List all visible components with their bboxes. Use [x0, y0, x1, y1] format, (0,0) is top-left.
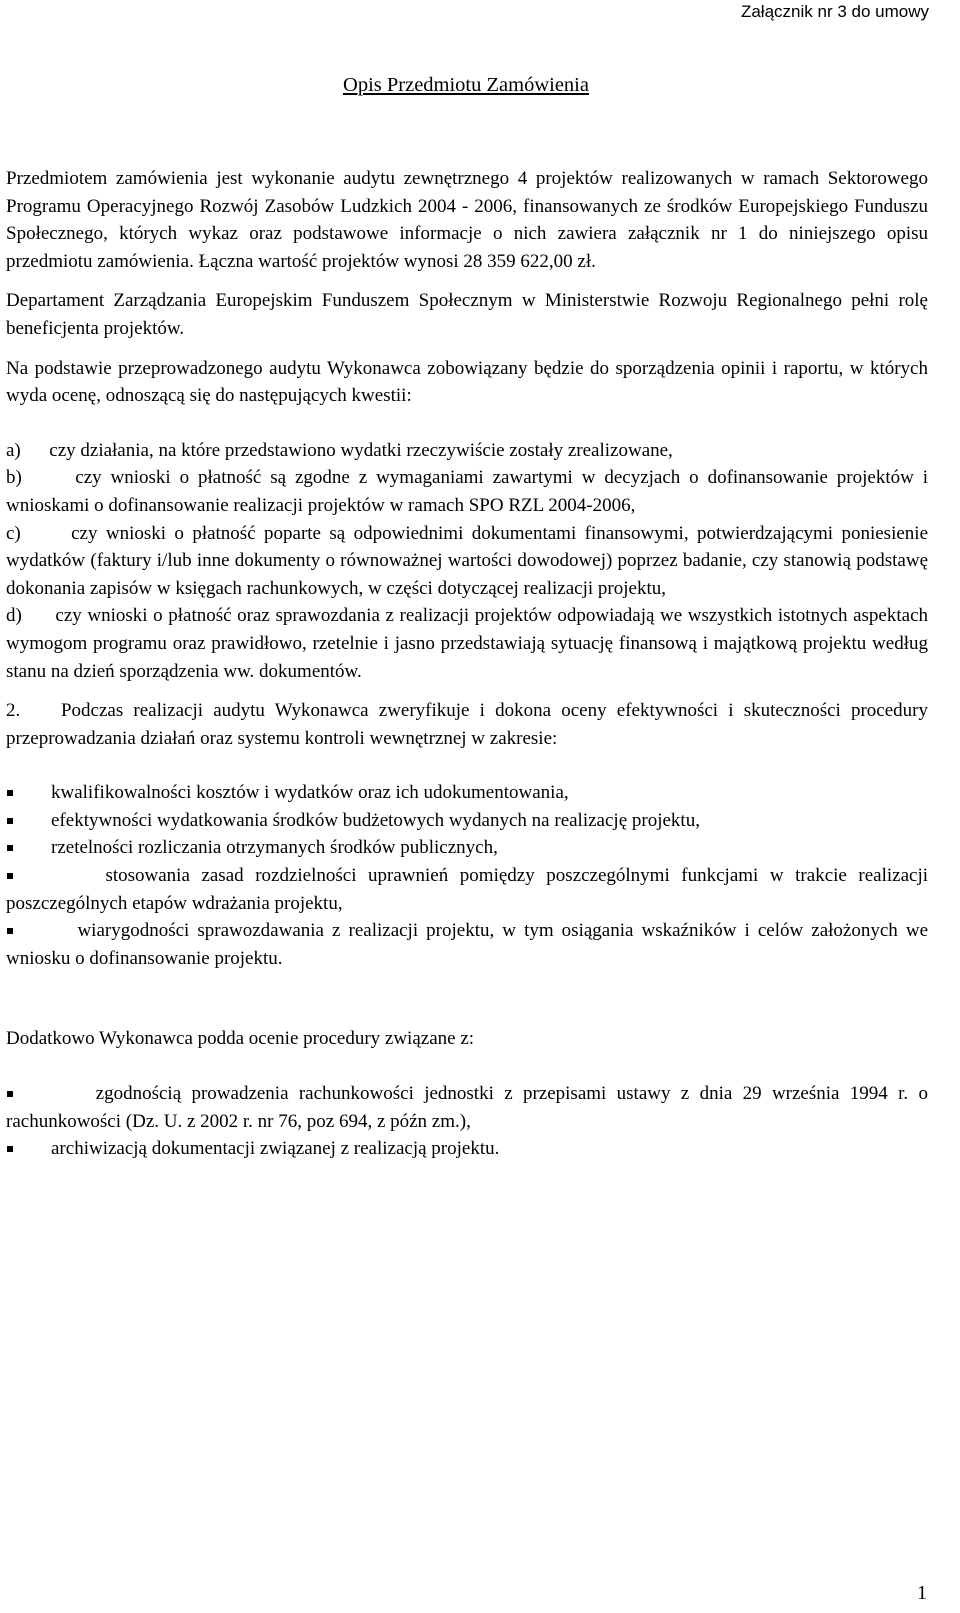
question-b	[6, 464, 928, 519]
additional-paragraph: Dodatkowo Wykonawca podda ocenie procedury związane z:	[6, 1028, 475, 1050]
point-2-paragraph	[6, 697, 928, 752]
square-bullet-icon	[7, 790, 13, 796]
additional-item-text: archiwizacją dokumentacji związanej z realizacją projektu.	[51, 1138, 500, 1160]
scope-item	[6, 862, 928, 917]
scope-item-text: rzetelności rozliczania otrzymanych środków publicznych,	[51, 837, 498, 859]
scope-item-text: wiarygodności sprawozdawania z realizacji projektu, w tym osiągania wskaźników i celów założonych we wniosku o dofinansowanie projektu.	[6, 920, 928, 969]
additional-list	[6, 1080, 928, 1163]
question-text: czy wnioski o płatność oraz sprawozdania z realizacji projektów odpowiadają we wszystkich istotnych aspektach wymogom programu oraz prawidłowo, rzetelnie i jasno przedstawiają sytuację finansową i majątkową projektu według stanu na dzień sporządzenia ww. dokumentów.	[6, 605, 929, 682]
scope-item	[6, 834, 928, 862]
square-bullet-icon	[7, 818, 13, 824]
question-c	[6, 520, 928, 603]
scope-item-text: kwalifikowalności kosztów i wydatków oraz ich udokumentowania,	[51, 782, 569, 804]
question-text: czy działania, na które przedstawiono wydatki rzeczywiście zostały zrealizowane,	[49, 439, 673, 461]
document-title: Opis Przedmiotu Zamówienia	[343, 74, 589, 96]
scope-item	[6, 807, 928, 835]
additional-item	[6, 1135, 928, 1163]
question-marker: d)	[6, 605, 22, 627]
square-bullet-icon	[7, 845, 13, 851]
page-number: 1	[917, 1582, 927, 1604]
additional-item	[6, 1080, 928, 1135]
question-list	[6, 437, 928, 685]
point-2-text: Podczas realizacji audytu Wykonawca zweryfikuje i dokona oceny efektywności i skuteczności procedury przeprowadzania działań oraz systemu kontroli wewnętrznej w zakresie:	[6, 700, 929, 749]
document-body	[6, 165, 928, 1163]
intro-paragraph: Przedmiotem zamówienia jest wykonanie audytu zewnętrznego 4 projektów realizowanych w ramach Sektorowego Programu Operacyjnego Rozwój Zasobów Ludzkich 2004 - 2006, finansowanych ze środków Europejskiego Funduszu Społecznego, których wykaz oraz podstawowe informacje o nich zawiera załącznik nr 1 do niniejszego opisu przedmiotu zamówienia. Łączna wartość projektów wynosi 28 359 622,00 zł.	[6, 168, 928, 272]
scope-item	[6, 917, 928, 972]
point-2-marker: 2.	[6, 700, 21, 722]
question-text: czy wnioski o płatność są zgodne z wymaganiami zawartymi w decyzjach o dofinansowanie projektów i wnioskami o dofinansowanie realizacji projektów w ramach SPO RZL 2004-2006,	[6, 467, 929, 516]
additional-item-text: zgodnością prowadzenia rachunkowości jednostki z przepisami ustawy z dnia 29 września 1994 r. o rachunkowości (Dz. U. z 2002 r. nr 76, poz 694, z późn zm.),	[6, 1083, 928, 1132]
audit-basis-paragraph: Na podstawie przeprowadzonego audytu Wykonawca zobowiązany będzie do sporządzenia opinii i raportu, w których wyda ocenę, odnoszącą się do następujących kwestii:	[6, 357, 928, 407]
question-marker: a)	[6, 439, 21, 461]
question-text: czy wnioski o płatność poparte są odpowiednimi dokumentami finansowymi, potwierdzającymi poniesienie wydatków (faktury i/lub inne dokumenty o równoważnej wartości dowodowej) poprzez badanie, czy stanowią podstawę dokonania zapisów w księgach rachunkowych, w części dotyczącej realizacji projektu,	[6, 522, 929, 599]
square-bullet-icon	[7, 873, 13, 879]
annex-label: Załącznik nr 3 do umowy	[740, 2, 929, 21]
question-d	[6, 602, 928, 685]
scope-list	[6, 779, 928, 972]
department-paragraph: Departament Zarządzania Europejskim Funduszem Społecznym w Ministerstwie Rozwoju Regionalnego pełni rolę beneficjenta projektów.	[6, 290, 928, 339]
question-a	[6, 437, 928, 465]
scope-item-text: stosowania zasad rozdzielności uprawnień pomiędzy poszczególnymi funkcjami w trakcie realizacji poszczególnych etapów wdrażania projektu,	[6, 865, 928, 914]
question-marker: c)	[6, 522, 21, 544]
square-bullet-icon	[7, 928, 13, 934]
square-bullet-icon	[7, 1146, 13, 1152]
square-bullet-icon	[7, 1091, 13, 1097]
scope-item	[6, 779, 928, 807]
question-marker: b)	[6, 467, 22, 489]
scope-item-text: efektywności wydatkowania środków budżetowych wydanych na realizację projektu,	[51, 809, 700, 831]
